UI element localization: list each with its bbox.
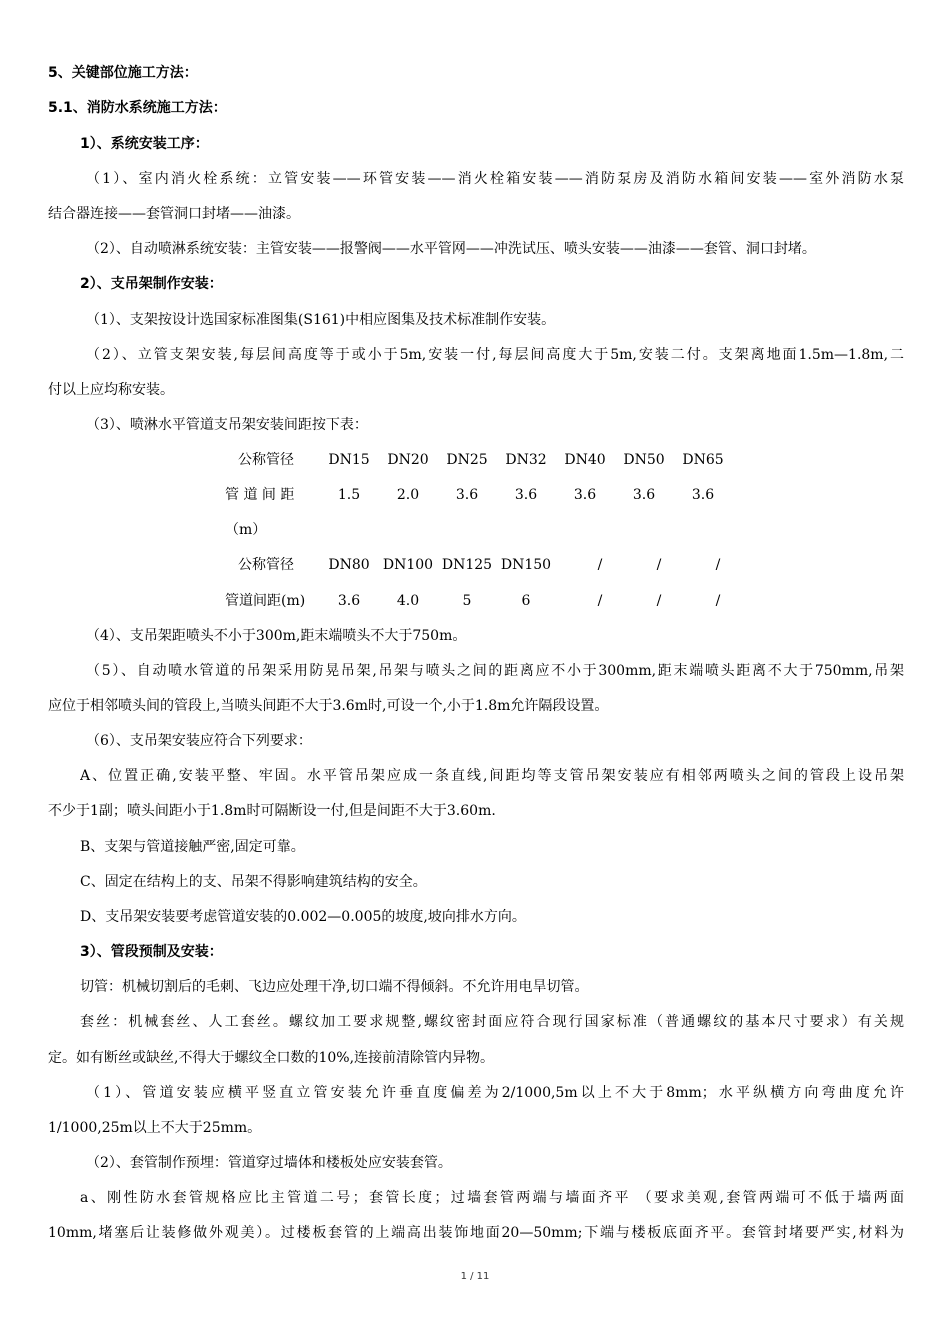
requirement-a: A、位置正确,安装平整、牢固。水平管吊架应成一条直线,间距均等支管吊架安装应有相邻两喷头之间的管段上设吊架 xyxy=(80,768,904,784)
table-row2-label: 管 道 间 距 xyxy=(225,487,295,503)
requirement-b: B、支架与管道接触严密,固定可靠。 xyxy=(80,839,305,855)
table-cell: DN65 xyxy=(682,452,724,468)
requirement-d: D、支吊架安装要考虑管道安装的0.002—0.005的坡度,坡向排水方向。 xyxy=(80,909,526,925)
table-cell: 6 xyxy=(521,593,531,609)
support-paragraph-5: （5）、自动喷水管道的吊架采用防晃吊架,吊架与喷头之间的距离应不小于300mm,距末端喷头距离不大于750mm,吊架 xyxy=(86,663,904,679)
page-number: 1 / 11 xyxy=(460,1271,490,1282)
table-cell: DN15 xyxy=(328,452,370,468)
table-cell: DN125 xyxy=(441,557,493,573)
steps-title: 1）、系统安装工序： xyxy=(80,136,209,152)
table-cell: / xyxy=(656,593,662,609)
table-cell: 5 xyxy=(462,593,472,609)
subsection-heading: 5.1、消防水系统施工方法： xyxy=(48,100,227,116)
support-paragraph-1: （1）、支架按设计选国家标准图集(S161)中相应图集及技术标准制作安装。 xyxy=(86,312,556,328)
pipe-cutting: 切管：机械切割后的毛刺、飞边应处理干净,切口端不得倾斜。不允许用电旱切管。 xyxy=(80,979,589,995)
table-row4-label: 管道间距(m) xyxy=(225,593,306,609)
table-cell: 3.6 xyxy=(514,487,538,503)
table-cell: DN100 xyxy=(382,557,434,573)
table-cell: 3.6 xyxy=(337,593,361,609)
steps-paragraph-1-cont: 结合器连接——套管洞口封堵——油漆。 xyxy=(48,206,300,222)
table-cell: 4.0 xyxy=(396,593,420,609)
support-title: 2）、支吊架制作安装： xyxy=(80,276,223,292)
steps-paragraph-2: （2）、自动喷淋系统安装：主管安装——报警阀——水平管网——冲洗试压、喷头安装——油漆——套管、洞口封堵。 xyxy=(86,241,816,257)
pipe-paragraph-2: （2）、套管制作预埋：管道穿过墙体和楼板处应安装套管。 xyxy=(86,1155,452,1171)
table-row1-label: 公称管径 xyxy=(238,452,294,468)
table-cell: / xyxy=(597,557,603,573)
support-paragraph-6: （6）、支吊架安装应符合下列要求： xyxy=(86,733,312,749)
support-paragraph-5-cont: 应位于相邻喷头间的管段上,当喷头间距不大于3.6m时,可设一个,小于1.8m允许隔段设置。 xyxy=(48,698,609,714)
pipe-sleeve-a-cont: 10mm,堵塞后让装修做外观美）。过楼板套管的上端高出装饰地面20—50mm;下端与楼板底面齐平。套管封堵要严实,材料为 xyxy=(48,1225,904,1241)
table-cell: DN25 xyxy=(446,452,488,468)
section-heading: 5、关键部位施工方法： xyxy=(48,65,198,81)
table-cell: 3.6 xyxy=(632,487,656,503)
pipe-sleeve-a: a、刚性防水套管规格应比主管道二号；套管长度；过墙套管两端与墙面齐平 （要求美观,套管两端可不低于墙两面 xyxy=(80,1190,904,1206)
support-paragraph-3: （3）、喷淋水平管道支吊架安装间距按下表： xyxy=(86,417,368,433)
table-cell: DN32 xyxy=(505,452,547,468)
pipe-paragraph-1-cont: 1/1000,25m以上不大于25mm。 xyxy=(48,1120,262,1136)
pipe-threading: 套丝：机械套丝、人工套丝。螺纹加工要求规整,螺纹密封面应符合现行国家标准（普通螺纹的基本尺寸要求）有关规 xyxy=(80,1014,904,1030)
support-paragraph-4: （4）、支吊架距喷头不小于300m,距末端喷头不大于750m。 xyxy=(86,628,467,644)
table-cell: 3.6 xyxy=(691,487,715,503)
table-cell: / xyxy=(715,557,721,573)
support-paragraph-2: （2）、立管支架安装,每层间高度等于或小于5m,安装一付,每层间高度大于5m,安装二付。支架离地面1.5m—1.8m,二 xyxy=(86,347,904,363)
steps-paragraph-1: （1）、室内消火栓系统：立管安装——环管安装——消火栓箱安装——消防泵房及消防水箱间安装——室外消防水泵 xyxy=(86,171,904,187)
table-cell: DN150 xyxy=(500,557,552,573)
table-cell: / xyxy=(715,593,721,609)
requirement-a-cont: 不少于1副；喷头间距小于1.8m时可隔断设一付,但是间距不大于3.60m. xyxy=(48,803,496,819)
requirement-c: C、固定在结构上的支、吊架不得影响建筑结构的安全。 xyxy=(80,874,427,890)
pipe-title: 3）、管段预制及安装： xyxy=(80,944,223,960)
table-cell: DN80 xyxy=(328,557,370,573)
table-cell: 2.0 xyxy=(396,487,420,503)
pipe-threading-cont: 定。如有断丝或缺丝,不得大于螺纹全口数的10%,连接前清除管内异物。 xyxy=(48,1050,495,1066)
table-row3-label: 公称管径 xyxy=(238,557,294,573)
table-cell: 3.6 xyxy=(573,487,597,503)
support-paragraph-2-cont: 付以上应均称安装。 xyxy=(48,382,174,398)
table-row2-label-unit: （m） xyxy=(225,522,267,538)
table-cell: / xyxy=(656,557,662,573)
table-cell: DN20 xyxy=(387,452,429,468)
table-cell: DN40 xyxy=(564,452,606,468)
table-cell: DN50 xyxy=(623,452,665,468)
pipe-paragraph-1: （1）、管道安装应横平竖直立管安装允许垂直度偏差为2/1000,5m以上不大于8mm；水平纵横方向弯曲度允许 xyxy=(86,1085,904,1101)
table-cell: 1.5 xyxy=(337,487,361,503)
table-cell: 3.6 xyxy=(455,487,479,503)
table-cell: / xyxy=(597,593,603,609)
